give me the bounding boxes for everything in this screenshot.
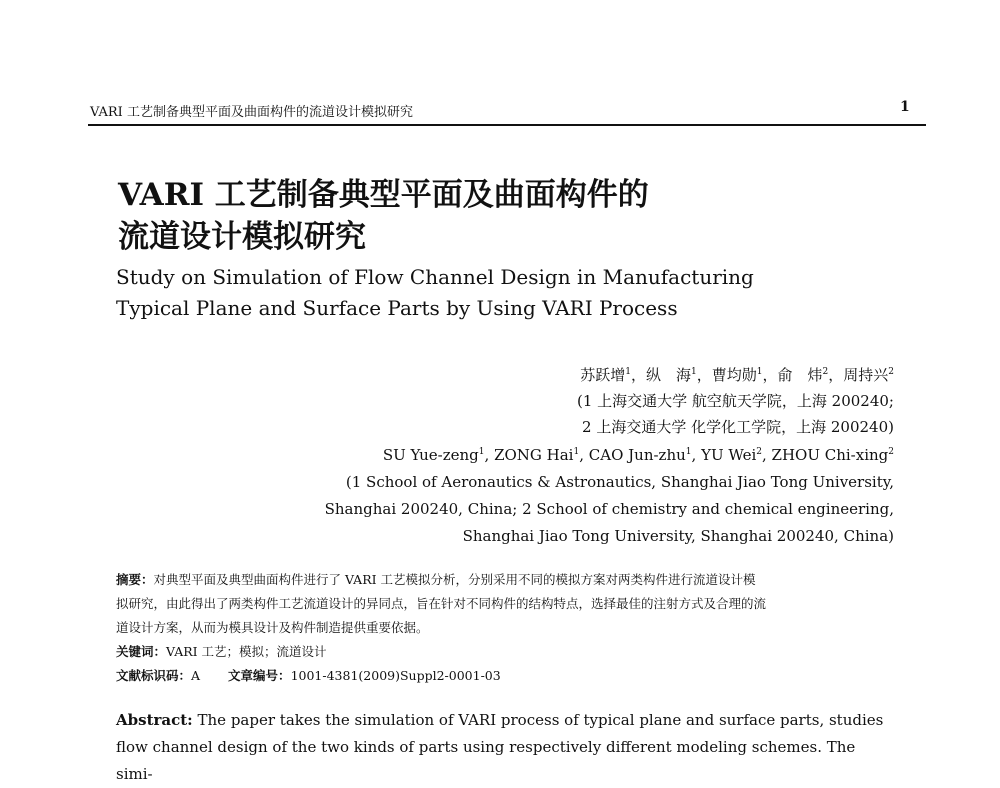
chinese-title-line-1: VARI 工艺制备典型平面及曲面构件的 — [118, 177, 649, 213]
english-author-block — [325, 442, 894, 550]
author-name: CAO Jun-zhu — [588, 446, 686, 464]
affiliation-mark: 1 — [478, 447, 485, 457]
keywords-line — [116, 640, 896, 664]
chinese-title — [118, 174, 649, 258]
chinese-affiliation-2: 2 上海交通大学 化学化工学院，上海 200240) — [582, 418, 894, 436]
english-title-line-1: Study on Simulation of Flow Channel Design in Manufacturing — [116, 265, 754, 289]
english-author-list: SU Yue-zeng$^1$, ZONG Hai$^1$, CAO Jun-zhu$^1$, YU Wei$^2$, ZHOU Chi-xing$^2$ — [382, 446, 894, 464]
affiliation-mark: 1 — [756, 367, 763, 377]
affiliation-mark: 1 — [685, 447, 692, 457]
affiliation-mark: 1 — [625, 367, 631, 377]
chinese-abstract-line-1 — [116, 568, 896, 592]
english-abstract-line-2: flow channel design of the two kinds of parts using respectively different modeling schemes. The simi- — [116, 738, 856, 783]
english-affiliation-line-1: (1 School of Aeronautics & Astronautics, Shanghai Jiao Tong University, — [345, 473, 894, 491]
chinese-abstract-block — [116, 568, 896, 688]
affiliation-mark: 2 — [888, 447, 894, 457]
english-title — [116, 262, 754, 324]
english-abstract-text: The paper takes the simulation of VARI process of typical plane and surface parts, studies — [197, 711, 884, 729]
page-number: 1 — [900, 99, 910, 115]
author-name: ZHOU Chi-xing — [771, 446, 889, 464]
author-name: 苏跃增 — [580, 366, 626, 384]
english-abstract-label: Abstract: — [116, 711, 193, 729]
document-code-value: A — [191, 668, 201, 683]
affiliation-mark: 2 — [756, 447, 762, 457]
author-name: SU Yue-zeng — [382, 446, 479, 464]
chinese-author-list: 苏跃增$^1$，纵 海$^1$，曹均勋$^1$，俞 炜$^2$，周持兴$^2$ — [580, 366, 894, 384]
chinese-abstract-line-3: 道设计方案，从而为模具设计及构件制造提供重要依据。 — [116, 620, 429, 635]
identifier-line — [116, 664, 896, 688]
document-code-label: 文献标识码： — [116, 668, 192, 683]
chinese-author-block — [577, 362, 894, 440]
author-name: ZONG Hai — [494, 446, 574, 464]
english-affiliation-line-3: Shanghai Jiao Tong University, Shanghai 200240, China) — [462, 527, 894, 545]
keywords-label: 关键词： — [116, 644, 167, 659]
article-number-label: 文章编号： — [228, 668, 291, 683]
keywords-text: VARI 工艺；模拟；流道设计 — [166, 644, 327, 659]
article-number-value: 1001-4381(2009)Suppl2-0001-03 — [290, 668, 501, 683]
affiliation-mark: 2 — [822, 367, 829, 377]
chinese-abstract-line-2: 拟研究，由此得出了两类构件工艺流道设计的异同点，旨在针对不同构件的结构特点，选择最佳的注射方式及合理的流 — [116, 596, 767, 611]
author-name: 俞 炜 — [777, 366, 823, 384]
running-title: VARI 工艺制备典型平面及曲面构件的流道设计模拟研究 — [90, 105, 413, 120]
author-name: 纵 海 — [645, 366, 691, 384]
affiliation-mark: 1 — [573, 447, 580, 457]
abstract-label: 摘要： — [116, 572, 154, 587]
affiliation-mark: 2 — [888, 367, 894, 377]
header-rule — [88, 124, 926, 126]
chinese-affiliation-1: (1 上海交通大学 航空航天学院，上海 200240; — [576, 392, 894, 410]
english-abstract-line-1 — [116, 707, 896, 734]
author-name: 周持兴 — [843, 366, 889, 384]
english-abstract-block — [116, 707, 896, 788]
author-name: 曹均勋 — [711, 366, 757, 384]
english-title-line-2: Typical Plane and Surface Parts by Using VARI Process — [116, 296, 678, 320]
abstract-text: 对典型平面及典型曲面构件进行了 VARI 工艺模拟分析，分别采用不同的模拟方案对两类构件进行流道设计模 — [153, 572, 756, 587]
english-affiliation-line-2: Shanghai 200240, China; 2 School of chemistry and chemical engineering, — [324, 500, 894, 518]
author-name: YU Wei — [701, 446, 757, 464]
chinese-title-line-2: 流道设计模拟研究 — [118, 219, 366, 255]
affiliation-mark: 1 — [690, 367, 697, 377]
